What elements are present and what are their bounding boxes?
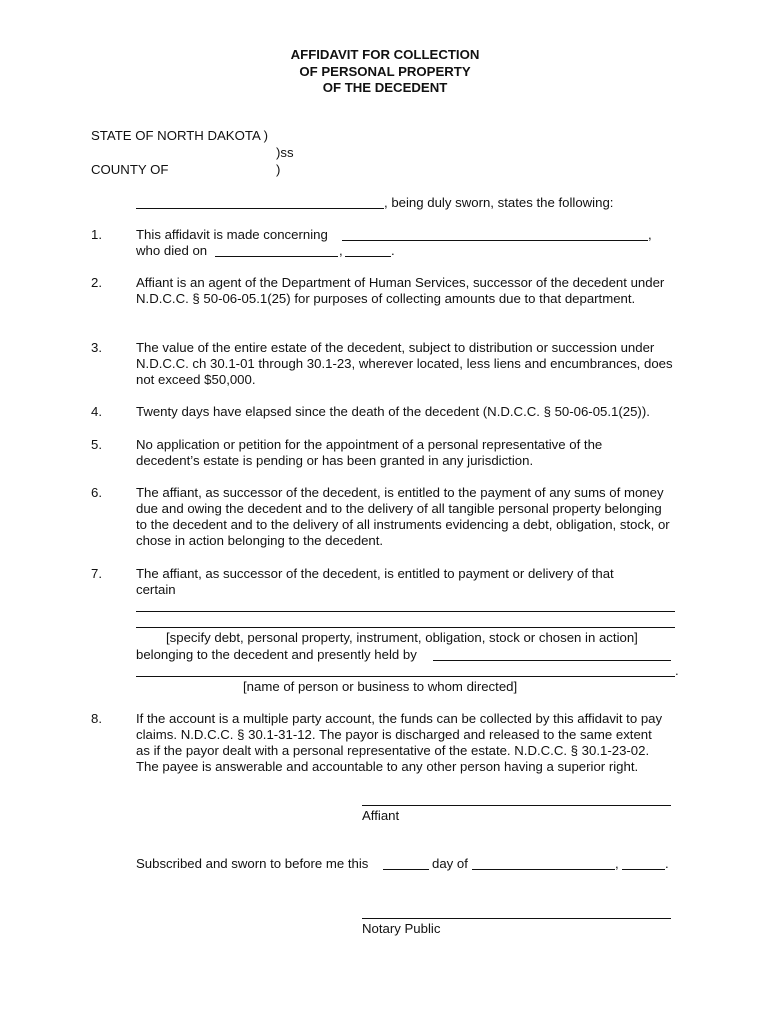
sworn-day-of: day of [432, 856, 468, 871]
affiant-signature-line[interactable] [362, 805, 671, 806]
item-8-text: If the account is a multiple party account, the funds can be collected by this affidavit to pay claims. N.D.C.C. § 30.1-31-12. The payor is discharged and released to the same extent as if the payor dealt with a personal representative of the estate. N.D.C.C. § 30.1-23-02. The payee is answerable and accountable to any other person having a superior right. [136, 711, 663, 774]
decedent-name-blank[interactable] [342, 240, 648, 241]
item-2-number: 2. [91, 275, 102, 290]
affiant-name-blank[interactable] [136, 208, 384, 209]
death-date-blank[interactable] [215, 256, 338, 257]
title-line-2: OF PERSONAL PROPERTY [299, 63, 471, 79]
sworn-comma: , [615, 856, 619, 871]
affiant-label: Affiant [362, 808, 400, 823]
item-1-number: 1. [91, 227, 102, 242]
venue-state: STATE OF NORTH DAKOTA ) [91, 128, 269, 143]
item-3-number: 3. [91, 340, 102, 355]
item-4-text: Twenty days have elapsed since the death of the decedent (N.D.C.C. § 50-06-05.1(25)). [136, 404, 650, 419]
item-1-period: . [391, 243, 395, 258]
item-7-specify-note: [specify debt, personal property, instrument, obligation, stock or chosen in action] [166, 630, 638, 645]
item-6-number: 6. [91, 485, 102, 500]
sworn-text: Subscribed and sworn to before me this [136, 856, 369, 871]
title-line-1: AFFIDAVIT FOR COLLECTION [290, 47, 480, 62]
item-8-number: 8. [91, 711, 102, 726]
item-1-line2-comma: , [339, 243, 343, 258]
property-blank-1[interactable] [136, 611, 675, 612]
item-7-name-note: [name of person or business to whom directed] [243, 679, 518, 694]
item-7-held-by: belonging to the decedent and presently held by [136, 647, 417, 662]
holder-blank-2[interactable] [136, 676, 675, 677]
item-1-comma: , [648, 227, 652, 242]
notary-signature-line[interactable] [362, 918, 671, 919]
sworn-day-blank[interactable] [383, 869, 429, 870]
item-3-text: The value of the entire estate of the decedent, subject to distribution or succession under N.D.C.C. ch 30.1-01 through 30.1-23, wherever located, less liens and encumbrances, does not exceed $50,000. [136, 340, 673, 387]
venue-county: COUNTY OF [91, 162, 169, 177]
item-4-number: 4. [91, 404, 102, 419]
item-7-text: The affiant, as successor of the decedent, is entitled to payment or delivery of that certain [136, 566, 614, 597]
death-year-blank[interactable] [345, 256, 391, 257]
item-6-text: The affiant, as successor of the decedent, is entitled to the payment of any sums of money due and owing the decedent and to the delivery of all tangible personal property belonging to the decedent and to the delivery of all instruments evidencing a debt, obligation, stock, or chose in action belonging to the decedent. [136, 485, 670, 548]
notary-label: Notary Public [362, 921, 441, 936]
item-1-line1: This affidavit is made concerning [136, 227, 328, 242]
item-7-period: . [675, 663, 679, 678]
document-title [0, 47, 770, 97]
holder-blank-1[interactable] [433, 660, 671, 661]
sworn-year-blank[interactable] [622, 869, 665, 870]
item-7-number: 7. [91, 566, 102, 581]
venue-county-paren: ) [276, 162, 281, 177]
item-2-text: Affiant is an agent of the Department of Human Services, successor of the decedent under N.D.C.C. § 50-06-05.1(25) for purposes of collecting amounts due to that department. [136, 275, 665, 306]
sworn-month-blank[interactable] [472, 869, 615, 870]
item-1-line2: who died on [136, 243, 208, 258]
item-5-number: 5. [91, 437, 102, 452]
title-line-3: OF THE DECEDENT [322, 80, 448, 95]
item-5-text: No application or petition for the appointment of a personal representative of the decedent’s estate is pending or has been granted in any jurisdiction. [136, 437, 603, 468]
intro-text: , being duly sworn, states the following: [384, 195, 614, 210]
property-blank-2[interactable] [136, 627, 675, 628]
sworn-period: . [665, 856, 669, 871]
venue-ss: )ss [276, 145, 294, 160]
